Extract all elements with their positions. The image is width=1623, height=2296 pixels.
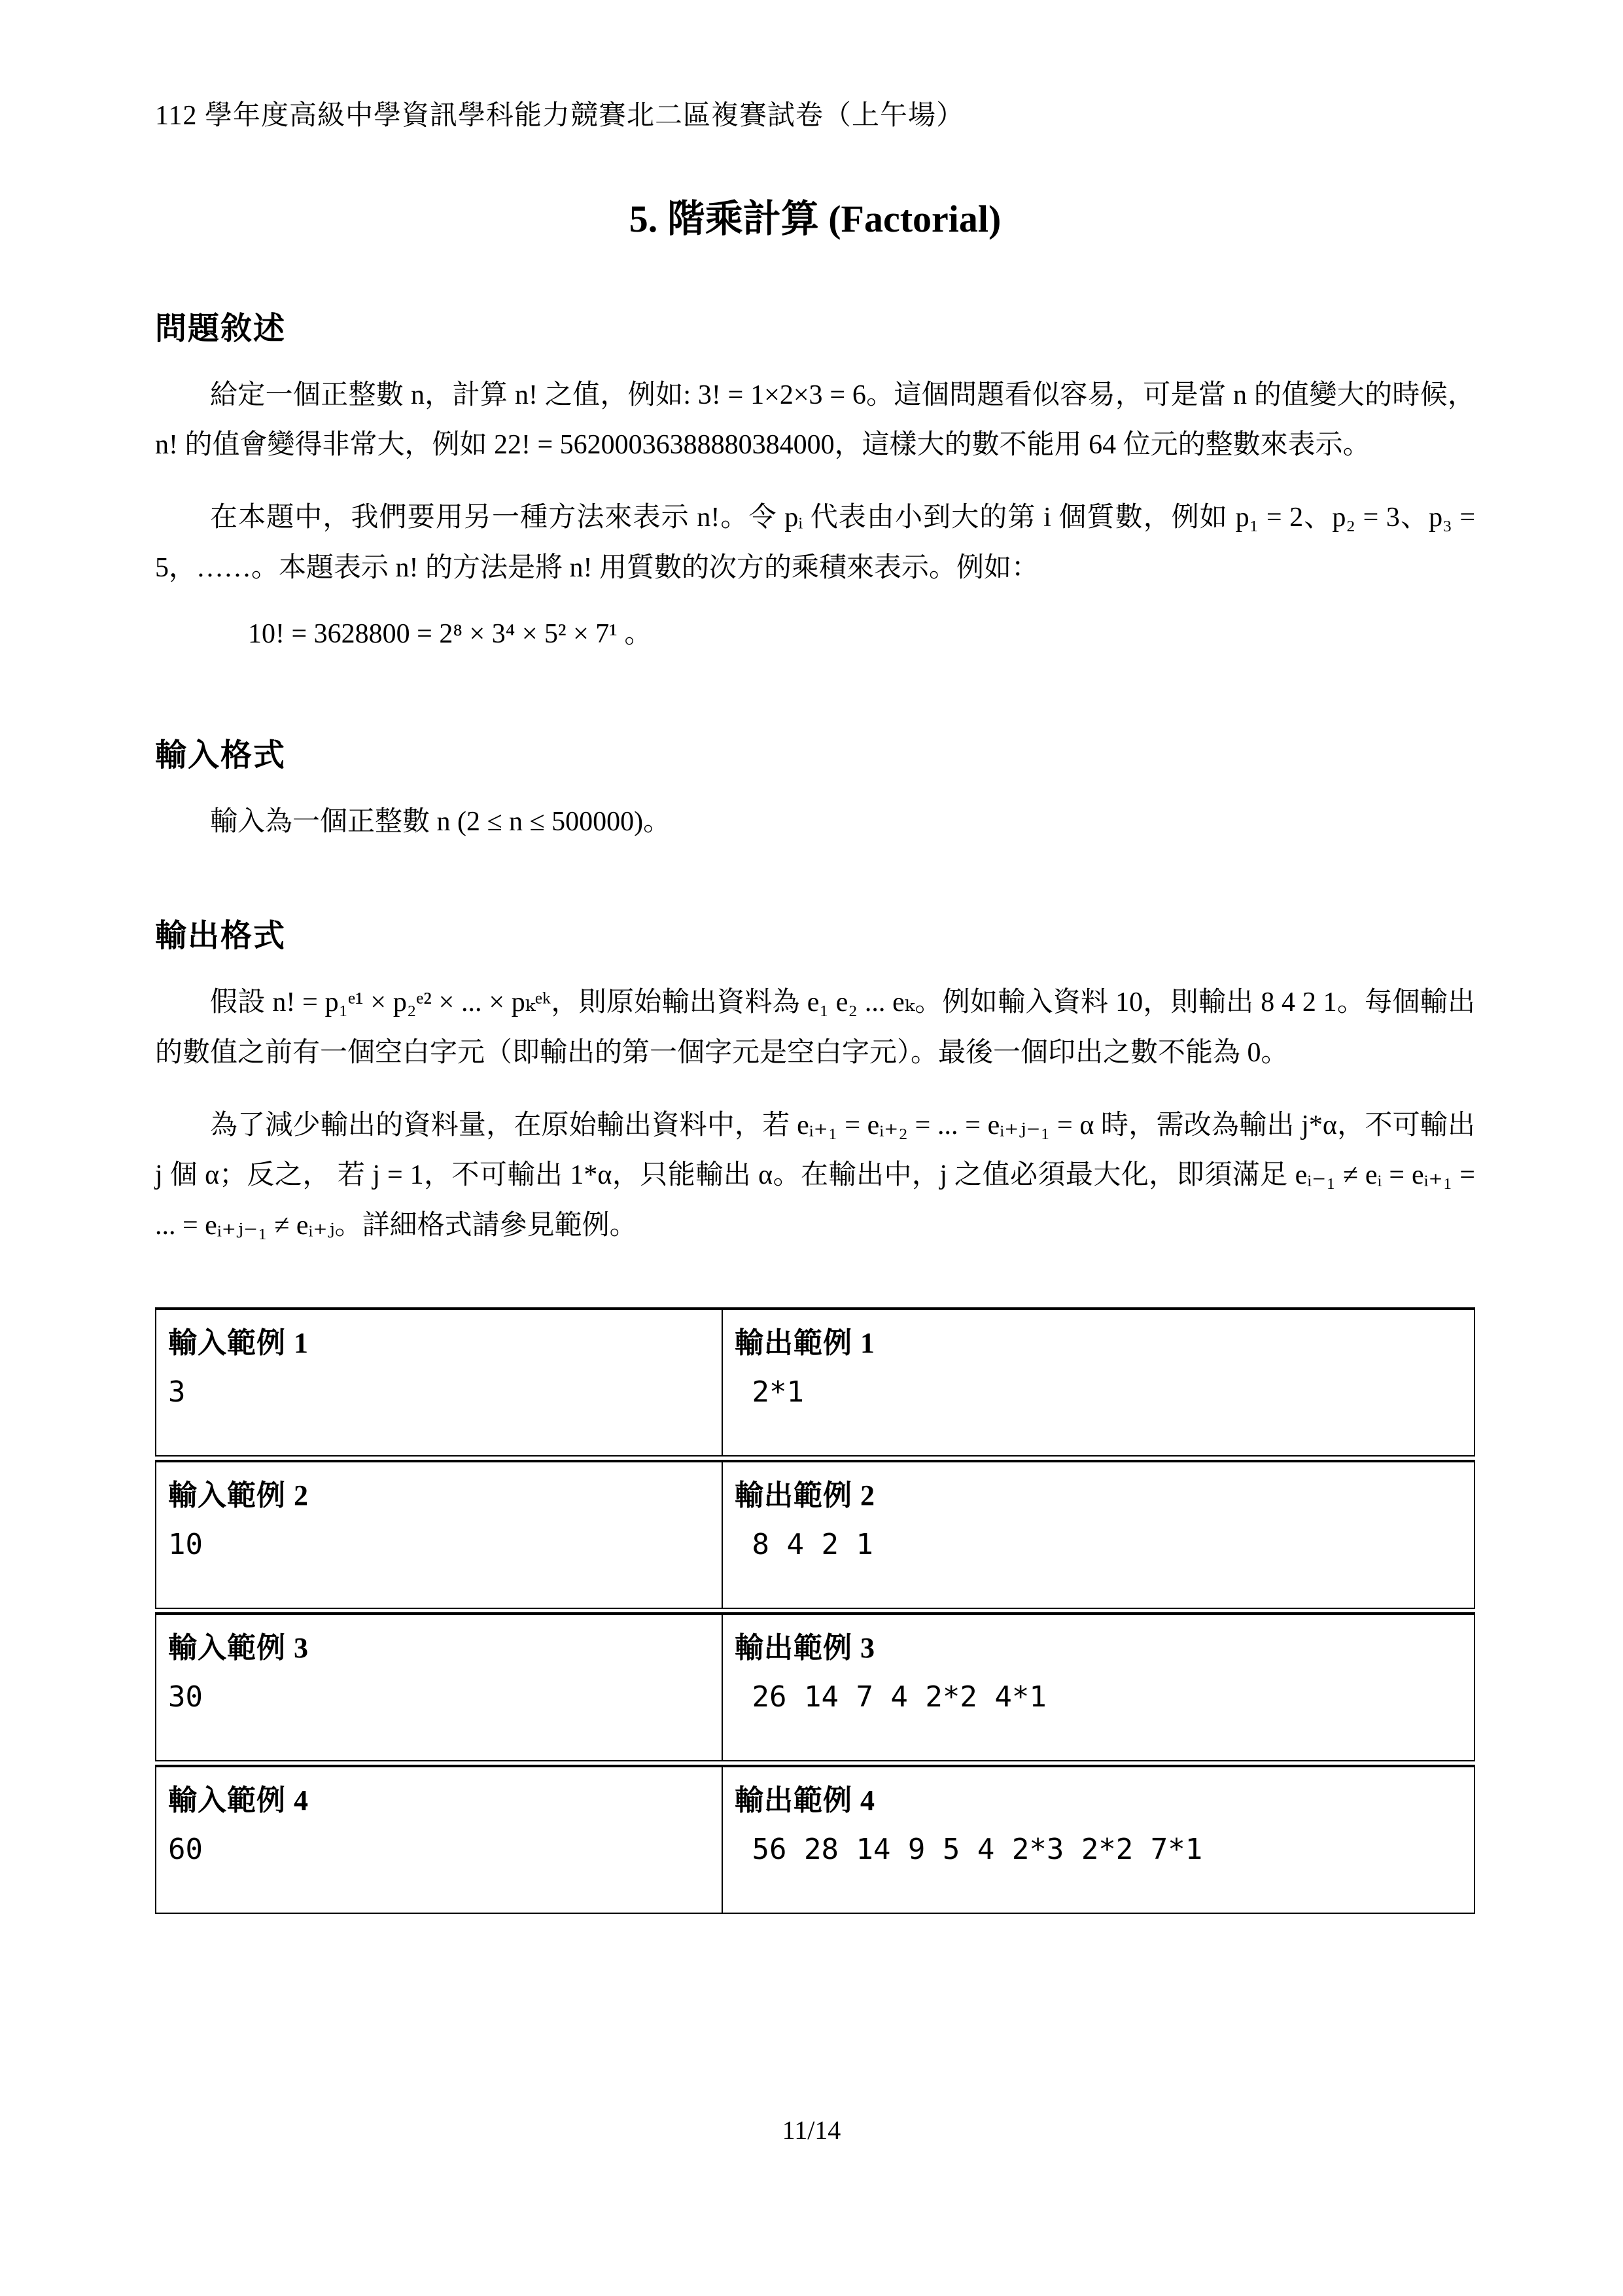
example-row-3 xyxy=(155,1612,1475,1761)
problem-paragraph-1: 給定一個正整數 n，計算 n! 之值，例如: 3! = 1×2×3 = 6。這個問題看似容易，可是當 n 的值變大的時候，n! 的值會變得非常大，例如 22! = 56200036388880384000，這樣大的數不能用 64 位元的整數來表示。 xyxy=(155,380,1475,461)
factorial-formula: 10! = 3628800 = 2⁸ × 3⁴ × 5² × 7¹ 。 xyxy=(248,619,652,650)
example-4-output-cell xyxy=(723,1767,1474,1913)
output-format-heading: 輸出格式 xyxy=(155,918,287,953)
example-1-output-value: 2*1 xyxy=(735,1375,804,1409)
example-2-input-label: 輸入範例 2 xyxy=(168,1479,309,1512)
example-2-output-cell xyxy=(723,1462,1474,1608)
example-3-output-cell xyxy=(723,1615,1474,1760)
example-3-input-cell xyxy=(156,1615,723,1760)
example-3-input-label: 輸入範例 3 xyxy=(168,1632,309,1665)
example-row-4 xyxy=(155,1765,1475,1914)
input-format-paragraph: 輸入為一個正整數 n (2 ≤ n ≤ 500000)。 xyxy=(210,807,671,838)
problem-statement-heading: 問題敘述 xyxy=(155,311,287,346)
output-format-paragraph-1: 假設 n! = p₁ᵉ¹ × p₂ᵉ² × ... × pₖᵉᵏ，則原始輸出資料為 e₁ e₂ ... eₖ。例如輸入資料 10，則輸出 8 4 2 1。每個輸出的數值之前有一個空白字元（即輸出的第一個字元是空白字元）。最後一個印出之數不能為 0。 xyxy=(155,987,1475,1068)
example-2-output-value: 8 4 2 1 xyxy=(735,1528,873,1562)
example-1-input-label: 輸入範例 1 xyxy=(168,1327,309,1360)
example-4-input-cell xyxy=(156,1767,723,1913)
example-4-output-label: 輸出範例 4 xyxy=(735,1784,876,1817)
example-4-input-label: 輸入範例 4 xyxy=(168,1784,309,1817)
example-4-input-value: 60 xyxy=(168,1833,203,1867)
example-2-input-cell xyxy=(156,1462,723,1608)
page-number: 11/14 xyxy=(782,2115,841,2145)
document-header: 112 學年度高級中學資訊學科能力競賽北二區複賽試卷（上午場） xyxy=(155,101,964,131)
example-1-input-value: 3 xyxy=(168,1375,186,1409)
output-format-paragraph-2: 為了減少輸出的資料量，在原始輸出資料中，若 eᵢ₊₁ = eᵢ₊₂ = ... = eᵢ₊ⱼ₋₁ = α 時，需改為輸出 j*α，不可輸出 j 個 α；反之， 若 j = 1，不可輸出 1*α，只能輸出 α。在輸出中，j 之值必須最大化，即須滿足 eᵢ₋₁ ≠ eᵢ = eᵢ₊₁ = ... = eᵢ₊ⱼ₋₁ ≠ eᵢ₊ⱼ。詳細格式請參見範例。 xyxy=(155,1110,1475,1241)
example-4-output-value: 56 28 14 9 5 4 2*3 2*2 7*1 xyxy=(735,1833,1203,1867)
example-row-2 xyxy=(155,1460,1475,1609)
example-row-1 xyxy=(155,1307,1475,1457)
example-1-output-cell xyxy=(723,1310,1474,1455)
input-format-heading: 輸入格式 xyxy=(155,738,287,773)
example-3-output-value: 26 14 7 4 2*2 4*1 xyxy=(735,1680,1047,1714)
example-3-input-value: 30 xyxy=(168,1680,203,1714)
example-2-input-value: 10 xyxy=(168,1528,203,1562)
example-1-input-cell xyxy=(156,1310,723,1455)
examples-table xyxy=(155,1307,1475,1914)
example-1-output-label: 輸出範例 1 xyxy=(735,1327,876,1360)
example-2-output-label: 輸出範例 2 xyxy=(735,1479,876,1512)
example-3-output-label: 輸出範例 3 xyxy=(735,1632,876,1665)
page-title: 5. 階乘計算 (Factorial) xyxy=(629,197,1002,240)
problem-paragraph-2: 在本題中，我們要用另一種方法來表示 n!。令 pᵢ 代表由小到大的第 i 個質數，例如 p₁ = 2、p₂ = 3、p₃ = 5，……。本題表示 n! 的方法是將 n! 用質數的次方的乘積來表示。例如： xyxy=(155,503,1475,584)
